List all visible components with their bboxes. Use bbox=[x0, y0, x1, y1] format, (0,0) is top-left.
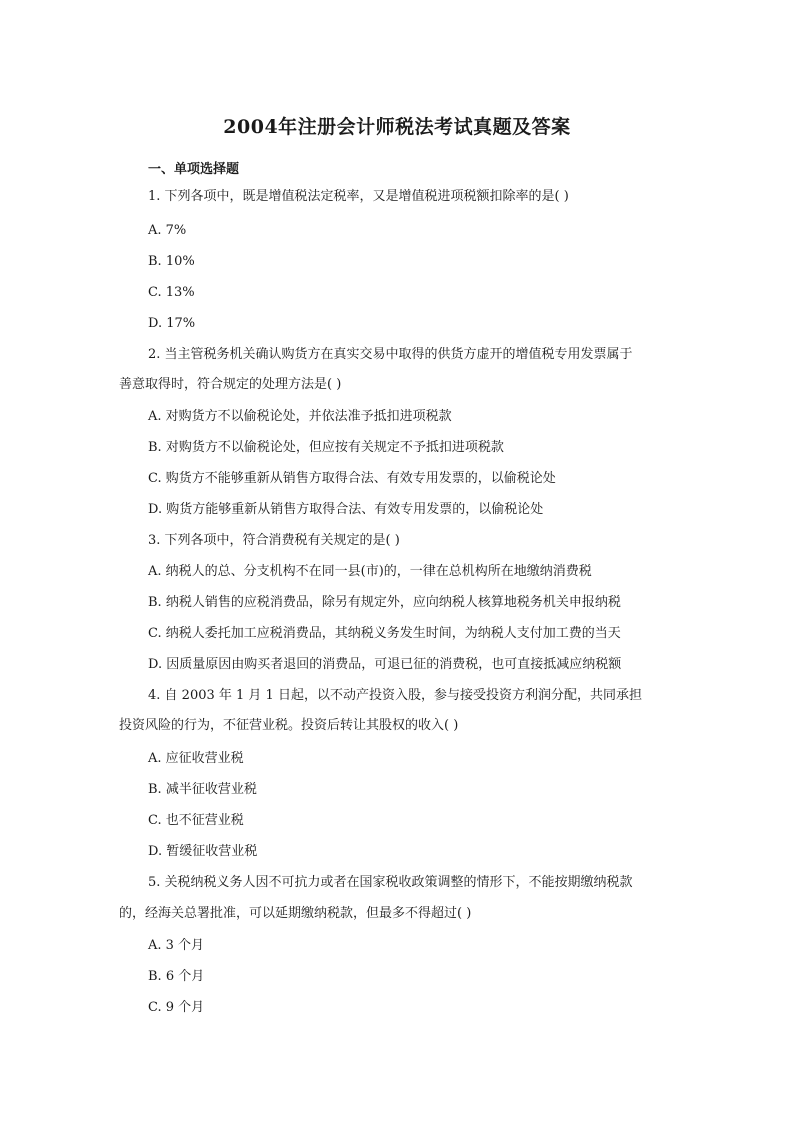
question-5-option-c: C. 9 个月 bbox=[148, 1000, 205, 1015]
question-2-stem: 2. 当主管税务机关确认购货方在真实交易中取得的供货方虚开的增值税专用发票属于 bbox=[148, 347, 633, 362]
question-1-stem: 1. 下列各项中，既是增值税法定税率，又是增值税进项税额扣除率的是( ) bbox=[148, 189, 569, 204]
question-5-option-b: B. 6 个月 bbox=[148, 969, 205, 984]
question-2-option-d: D. 购货方能够重新从销售方取得合法、有效专用发票的，以偷税论处 bbox=[148, 502, 544, 517]
question-1-option-b: B. 10% bbox=[148, 254, 195, 269]
question-5-option-a: A. 3 个月 bbox=[148, 938, 205, 953]
question-3-option-a: A. 纳税人的总、分支机构不在同一县(市)的，一律在总机构所在地缴纳消费税 bbox=[148, 564, 592, 579]
question-3-option-b: B. 纳税人销售的应税消费品，除另有规定外，应向纳税人核算地税务机关申报纳税 bbox=[148, 595, 621, 610]
question-2-option-a: A. 对购货方不以偷税论处，并依法准予抵扣进项税款 bbox=[148, 409, 452, 424]
question-4-option-c: C. 也不征营业税 bbox=[148, 813, 244, 828]
question-5-stem: 5. 关税纳税义务人因不可抗力或者在国家税收政策调整的情形下，不能按期缴纳税款 bbox=[148, 875, 633, 890]
question-2-stem-continued: 善意取得时，符合规定的处理方法是( ) bbox=[119, 377, 342, 392]
question-1-option-c: C. 13% bbox=[148, 285, 195, 300]
question-1-option-d: D. 17% bbox=[148, 316, 196, 331]
question-4-stem: 4. 自 2003 年 1 月 1 日起，以不动产投资入股，参与接受投资方利润分配，共同承担 bbox=[148, 688, 642, 703]
page-title: 2004年注册会计师税法考试真题及答案 bbox=[223, 116, 571, 138]
question-4-option-a: A. 应征收营业税 bbox=[148, 751, 244, 766]
question-4-option-d: D. 暂缓征收营业税 bbox=[148, 844, 258, 859]
section-heading: 一、单项选择题 bbox=[148, 162, 240, 177]
question-1-option-a: A. 7% bbox=[148, 223, 187, 238]
question-2-option-c: C. 购货方不能够重新从销售方取得合法、有效专用发票的，以偷税论处 bbox=[148, 471, 556, 486]
question-4-stem-continued: 投资风险的行为，不征营业税。投资后转让其股权的收入( ) bbox=[119, 718, 459, 733]
question-4-option-b: B. 减半征收营业税 bbox=[148, 782, 257, 797]
question-5-stem-continued: 的，经海关总署批准，可以延期缴纳税款，但最多不得超过( ) bbox=[119, 906, 472, 921]
question-2-option-b: B. 对购货方不以偷税论处，但应按有关规定不予抵扣进项税款 bbox=[148, 440, 504, 455]
question-3-option-d: D. 因质量原因由购买者退回的消费品，可退已征的消费税，也可直接抵减应纳税额 bbox=[148, 657, 622, 672]
question-3-option-c: C. 纳税人委托加工应税消费品，其纳税义务发生时间，为纳税人支付加工费的当天 bbox=[148, 626, 621, 641]
question-3-stem: 3. 下列各项中，符合消费税有关规定的是( ) bbox=[148, 533, 400, 548]
